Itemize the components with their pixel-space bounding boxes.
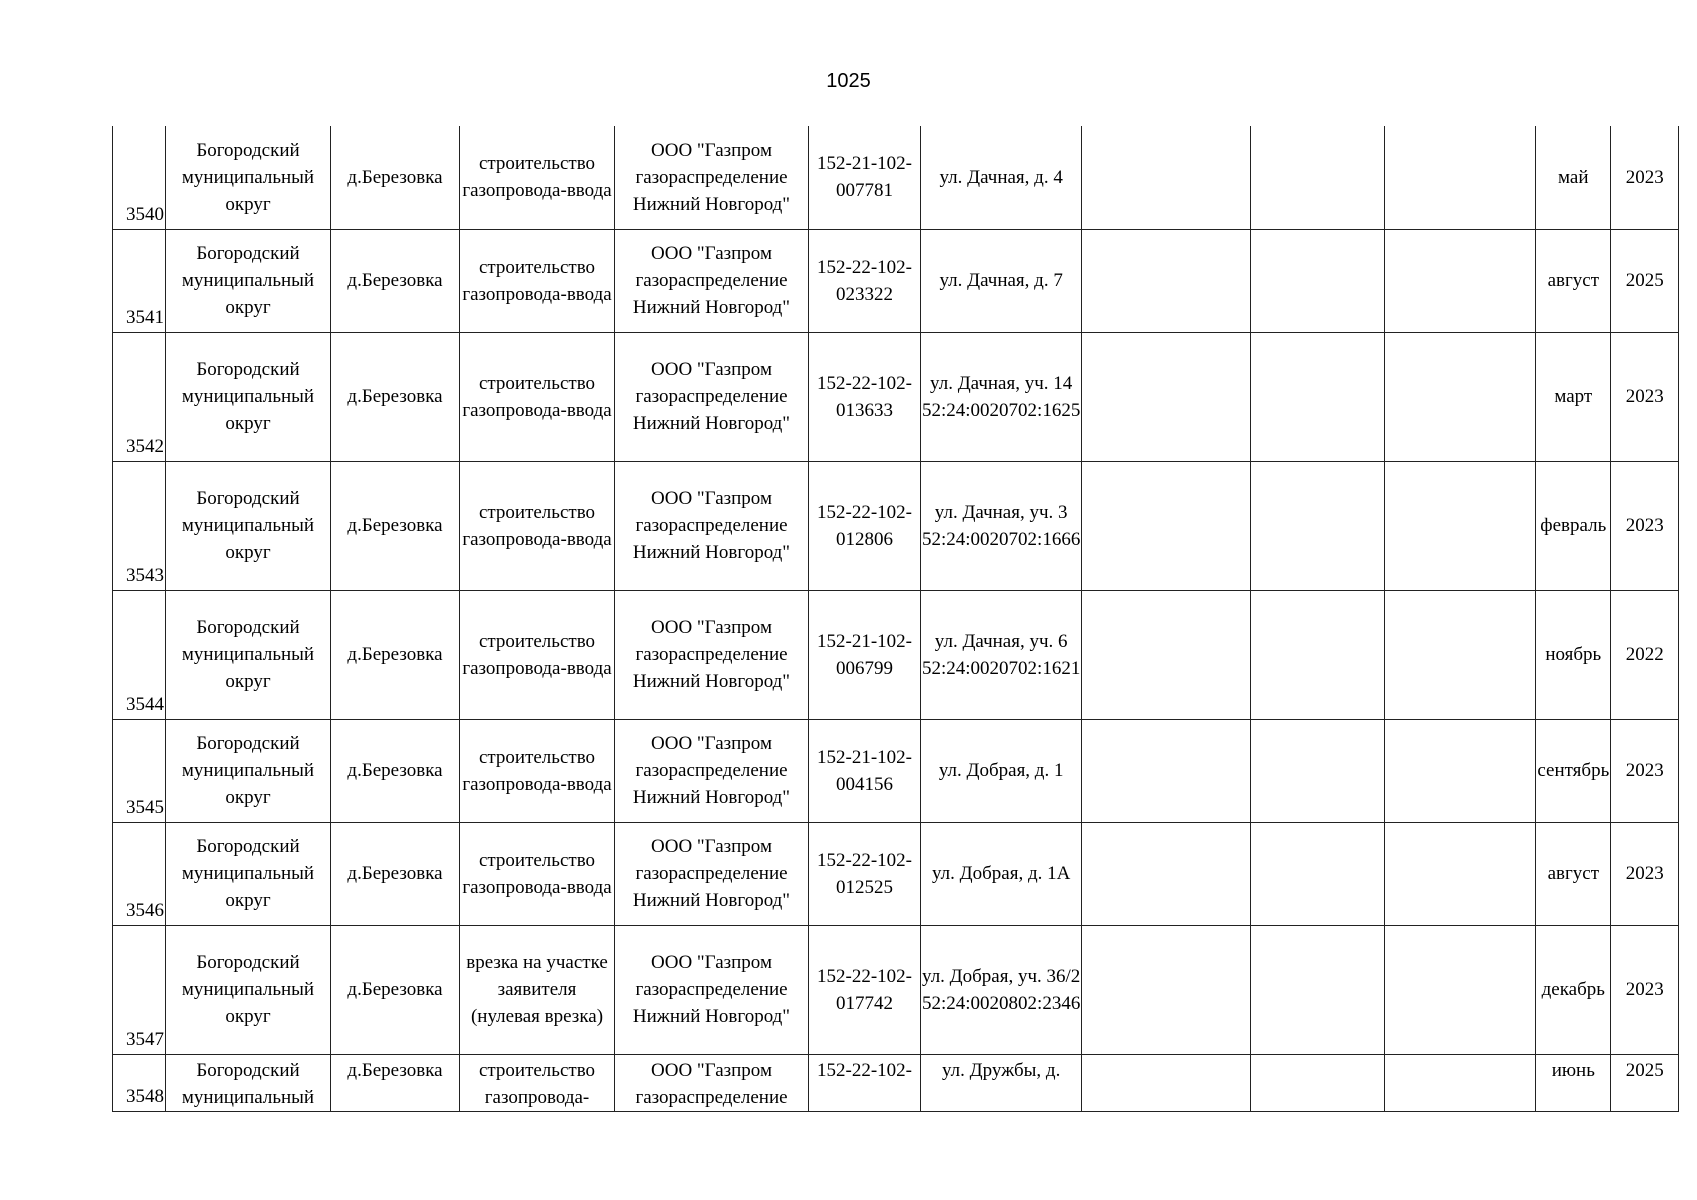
organization-cell: ООО "Газпром газораспределение Нижний Новгород"	[615, 461, 809, 590]
empty-cell	[1251, 719, 1385, 822]
empty-cell	[1251, 332, 1385, 461]
year-cell: 2023	[1611, 719, 1679, 822]
table-row	[113, 126, 1679, 229]
year-cell: 2023	[1611, 461, 1679, 590]
empty-cell	[1082, 126, 1251, 229]
district-cell: Богородский муниципальный округ	[166, 925, 331, 1054]
locality-cell: д.Березовка	[331, 229, 460, 332]
empty-cell	[1082, 590, 1251, 719]
application-code-cell: 152-21-102-004156	[809, 719, 921, 822]
empty-cell	[1082, 1054, 1251, 1111]
empty-cell	[1385, 126, 1536, 229]
locality-cell: д.Березовка	[331, 925, 460, 1054]
month-cell: август	[1536, 229, 1611, 332]
work-type-cell: строительство газопровода-ввода	[460, 229, 615, 332]
year-cell: 2025	[1611, 229, 1679, 332]
district-cell: Богородский муниципальный округ	[166, 229, 331, 332]
work-type-cell: строительство газопровода-ввода	[460, 126, 615, 229]
empty-cell	[1251, 1054, 1385, 1111]
district-cell: Богородский муниципальный округ	[166, 590, 331, 719]
address-cell: ул. Дачная, д. 7	[921, 229, 1082, 332]
empty-cell	[1082, 461, 1251, 590]
work-type-cell: строительство газопровода-ввода	[460, 590, 615, 719]
month-cell: декабрь	[1536, 925, 1611, 1054]
empty-cell	[1082, 229, 1251, 332]
table-row	[113, 332, 1679, 461]
work-type-cell: врезка на участке заявителя (нулевая врезка)	[460, 925, 615, 1054]
work-type-cell: строительство газопровода-ввода	[460, 332, 615, 461]
district-cell: Богородский муниципальный	[166, 1054, 331, 1111]
empty-cell	[1251, 822, 1385, 925]
page-number: 1025	[826, 70, 871, 92]
address-cell: ул. Добрая, д. 1	[921, 719, 1082, 822]
empty-cell	[1385, 822, 1536, 925]
table-row	[113, 590, 1679, 719]
table-row	[113, 822, 1679, 925]
address-cell: ул. Добрая, уч. 36/2 52:24:0020802:2346	[921, 925, 1082, 1054]
year-cell: 2023	[1611, 126, 1679, 229]
month-cell: февраль	[1536, 461, 1611, 590]
year-cell: 2025	[1611, 1054, 1679, 1111]
application-code-cell: 152-21-102-007781	[809, 126, 921, 229]
locality-cell: д.Березовка	[331, 126, 460, 229]
empty-cell	[1082, 822, 1251, 925]
locality-cell: д.Березовка	[331, 822, 460, 925]
empty-cell	[1251, 461, 1385, 590]
locality-cell: д.Березовка	[331, 1054, 460, 1111]
locality-cell: д.Березовка	[331, 590, 460, 719]
row-number: 3540	[113, 126, 166, 229]
application-code-cell: 152-22-102-013633	[809, 332, 921, 461]
address-cell: ул. Дачная, уч. 6 52:24:0020702:1621	[921, 590, 1082, 719]
organization-cell: ООО "Газпром газораспределение Нижний Новгород"	[615, 719, 809, 822]
district-cell: Богородский муниципальный округ	[166, 461, 331, 590]
locality-cell: д.Березовка	[331, 719, 460, 822]
organization-cell: ООО "Газпром газораспределение Нижний Новгород"	[615, 229, 809, 332]
row-number: 3545	[113, 719, 166, 822]
month-cell: ноябрь	[1536, 590, 1611, 719]
row-number: 3541	[113, 229, 166, 332]
year-cell: 2023	[1611, 822, 1679, 925]
empty-cell	[1082, 332, 1251, 461]
organization-cell: ООО "Газпром газораспределение Нижний Новгород"	[615, 822, 809, 925]
district-cell: Богородский муниципальный округ	[166, 332, 331, 461]
district-cell: Богородский муниципальный округ	[166, 126, 331, 229]
year-cell: 2023	[1611, 925, 1679, 1054]
address-cell: ул. Добрая, д. 1А	[921, 822, 1082, 925]
month-cell: март	[1536, 332, 1611, 461]
empty-cell	[1385, 1054, 1536, 1111]
work-type-cell: строительство газопровода-	[460, 1054, 615, 1111]
organization-cell: ООО "Газпром газораспределение Нижний Новгород"	[615, 590, 809, 719]
address-cell: ул. Дачная, уч. 14 52:24:0020702:1625	[921, 332, 1082, 461]
month-cell: июнь	[1536, 1054, 1611, 1111]
empty-cell	[1385, 925, 1536, 1054]
row-number: 3546	[113, 822, 166, 925]
work-type-cell: строительство газопровода-ввода	[460, 461, 615, 590]
work-type-cell: строительство газопровода-ввода	[460, 719, 615, 822]
month-cell: сентябрь	[1536, 719, 1611, 822]
application-code-cell: 152-22-102-012525	[809, 822, 921, 925]
locality-cell: д.Березовка	[331, 332, 460, 461]
empty-cell	[1385, 461, 1536, 590]
register-table	[112, 126, 1679, 1112]
application-code-cell: 152-22-102-012806	[809, 461, 921, 590]
empty-cell	[1251, 126, 1385, 229]
district-cell: Богородский муниципальный округ	[166, 822, 331, 925]
empty-cell	[1385, 590, 1536, 719]
address-cell: ул. Дружбы, д.	[921, 1054, 1082, 1111]
organization-cell: ООО "Газпром газораспределение Нижний Новгород"	[615, 126, 809, 229]
empty-cell	[1251, 925, 1385, 1054]
district-cell: Богородский муниципальный округ	[166, 719, 331, 822]
application-code-cell: 152-22-102-023322	[809, 229, 921, 332]
address-cell: ул. Дачная, д. 4	[921, 126, 1082, 229]
address-cell: ул. Дачная, уч. 3 52:24:0020702:1666	[921, 461, 1082, 590]
empty-cell	[1251, 590, 1385, 719]
row-number: 3547	[113, 925, 166, 1054]
empty-cell	[1251, 229, 1385, 332]
organization-cell: ООО "Газпром газораспределение Нижний Новгород"	[615, 332, 809, 461]
year-cell: 2022	[1611, 590, 1679, 719]
row-number: 3544	[113, 590, 166, 719]
organization-cell: ООО "Газпром газораспределение Нижний Новгород"	[615, 925, 809, 1054]
application-code-cell: 152-21-102-006799	[809, 590, 921, 719]
year-cell: 2023	[1611, 332, 1679, 461]
empty-cell	[1385, 229, 1536, 332]
organization-cell: ООО "Газпром газораспределение	[615, 1054, 809, 1111]
table-row	[113, 461, 1679, 590]
empty-cell	[1082, 925, 1251, 1054]
empty-cell	[1385, 719, 1536, 822]
month-cell: август	[1536, 822, 1611, 925]
table-row	[113, 1054, 1679, 1111]
empty-cell	[1385, 332, 1536, 461]
empty-cell	[1082, 719, 1251, 822]
locality-cell: д.Березовка	[331, 461, 460, 590]
table-row	[113, 229, 1679, 332]
row-number: 3543	[113, 461, 166, 590]
month-cell: май	[1536, 126, 1611, 229]
table-row	[113, 719, 1679, 822]
application-code-cell: 152-22-102-017742	[809, 925, 921, 1054]
application-code-cell: 152-22-102-	[809, 1054, 921, 1111]
work-type-cell: строительство газопровода-ввода	[460, 822, 615, 925]
table-row	[113, 925, 1679, 1054]
row-number: 3548	[113, 1054, 166, 1111]
row-number: 3542	[113, 332, 166, 461]
